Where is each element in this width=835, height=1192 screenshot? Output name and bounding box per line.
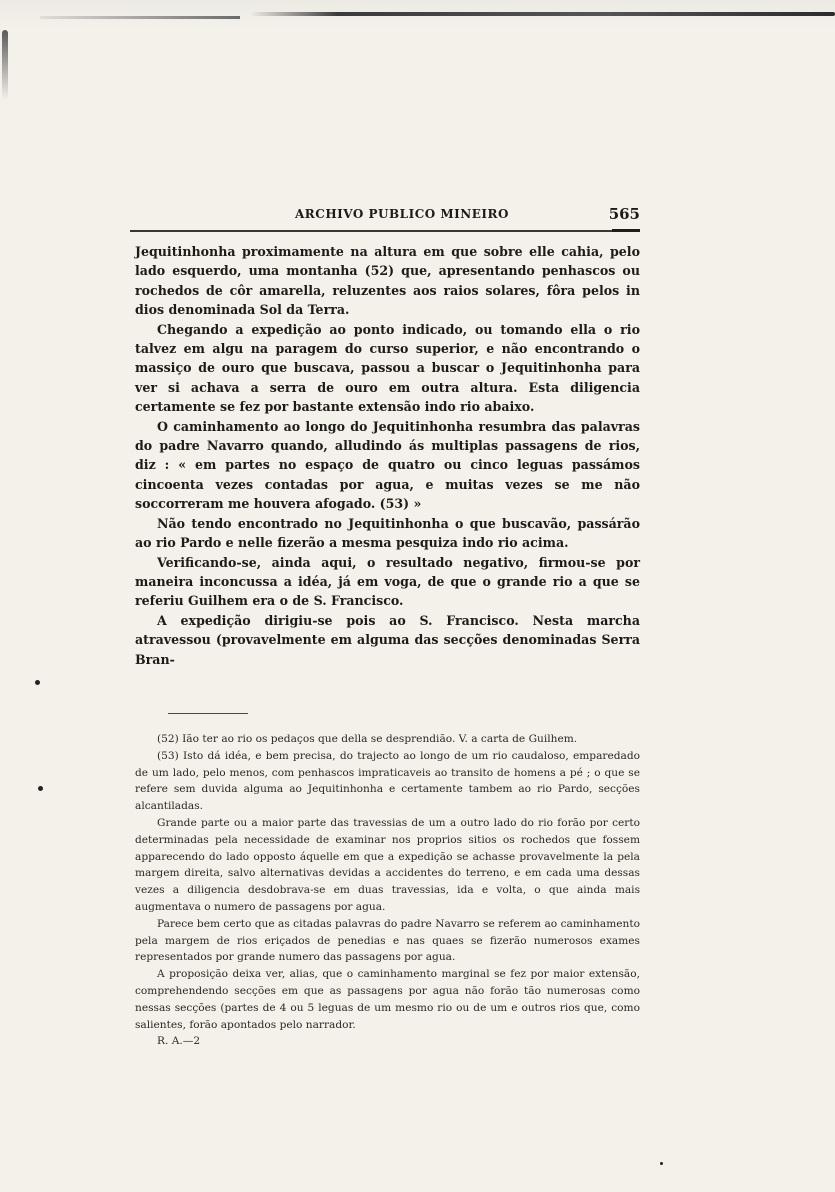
body-paragraph-2: Chegando a expedição ao ponto indicado, ou tomando ella o rio talvez em algu na paragem do curso superior, e não encontrando o massiço de ouro que buscava, passou a buscar o Jequitinhonha para ver si achava a serra de ouro em outra altura. Esta diligencia certamente se fez por bastante extensão indo rio abaixo. (135, 321, 640, 415)
scan-speck (35, 680, 40, 685)
body-paragraph-3: O caminhamento ao longo do Jequitinhonha resumbra das palavras do padre Navarro quando, alludindo ás multiplas passagens de rios, diz : « em partes no espaço de quatro ou cinco leguas passámos cincoenta vezes contadas por agua, e muitas vezes se me não soccorreram me houvera afogado. (53) » (135, 418, 640, 512)
body-paragraph-5: Verificando-se, ainda aqui, o resultado negativo, firmou-se por maneira inconcussa a idéa, já em voga, de que o grande rio a que se referiu Guilhem era o de S. Francisco. (135, 554, 640, 609)
scan-left-mark (2, 30, 8, 100)
footnote-53-cont-3: A proposição deixa ver, alias, que o caminhamento marginal se fez por maior extensão, comprehendendo secções em que as passagens por agua não forão tão numerosas como nessas secções (partes de 4 ou 5 leguas de um mesmo rio ou de um e outros rios que, como salientes, forão apontados pelo narrador. (135, 968, 640, 1031)
footnote-rule (168, 713, 248, 714)
header-rule-accent (612, 229, 640, 232)
header-title: ARCHIVO PUBLICO MINEIRO (295, 207, 509, 221)
scan-top-shadow (250, 12, 835, 16)
main-text (135, 242, 640, 669)
scan-speck (38, 786, 43, 791)
footnote-53: (53) Isto dá idéa, e bem precisa, do trajecto ao longo de um rio caudaloso, emparedado de um lado, pelo menos, com penhascos impraticaveis ao transito de homens a pé ; o que se refere sem duvida alguma ao Jequitinhonha e certamente tambem ao rio Pardo, secções alcantiladas. (135, 749, 640, 813)
footnote-53-cont-1: Grande parte ou a maior parte das travessias de um a outro lado do rio forão por certo determinadas pela necessidade de examinar nos proprios sitios os rochedos que fossem apparecendo do lado opposto áquelle em que a expedição se achasse provavelmente la pela margem direita, salvo alternativas devidas a accidentes do terreno, e em cada uma dessas vezes a diligencia desdobrava-se em duas travessias, ida e volta, o que ainda mais augmentava o numero de passagens por agua. (135, 816, 640, 913)
header-rule (130, 230, 640, 232)
body-paragraph-1: Jequitinhonha proximamente na altura em que sobre elle cahia, pelo lado esquerdo, uma montanha (52) que, apresentando penhascos ou rochedos de côr amarella, reluzentes aos raios solares, fôra pelos in dios denominada Sol da Terra. (135, 244, 640, 318)
scan-speck (660, 1162, 663, 1165)
footnote-53-cont-2: Parece bem certo que as citadas palavras do padre Navarro se referem ao caminhamento pela margem de rios eriçados de penedias e nas quaes se fizerão numerosos exames representados por grande numero das passagens por agua. (135, 917, 640, 964)
scan-top-shadow-left (40, 16, 240, 19)
page-number: 565 (608, 205, 640, 223)
signature-mark: R. A.—2 (157, 1035, 201, 1048)
footnotes (135, 731, 640, 1050)
body-paragraph-6: A expedição dirigiu-se pois ao S. Francisco. Nesta marcha atravessou (provavelmente em alguma das secções denominadas Serra Bran- (135, 612, 640, 667)
running-header (130, 205, 640, 229)
footnote-52: (52) Ião ter ao rio os pedaços que della se desprendião. V. a carta de Guilhem. (157, 733, 578, 745)
body-paragraph-4: Não tendo encontrado no Jequitinhonha o que buscavão, passárão ao rio Pardo e nelle fizerão a mesma pesquiza indo rio acima. (135, 515, 640, 551)
